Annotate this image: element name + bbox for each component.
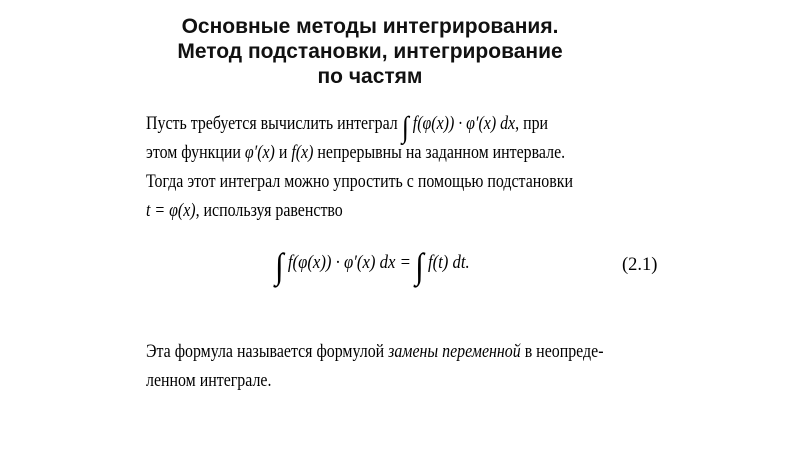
paragraph-substitution-intro: [146, 110, 610, 226]
integral-sign: ∫: [415, 246, 424, 286]
text-line: [146, 139, 610, 168]
formula-rhs: f(t) dt.: [427, 252, 470, 273]
text-fragment: Пусть требуется вычислить интеграл: [146, 114, 398, 134]
display-formula: [275, 245, 470, 286]
text-fragment: и: [278, 143, 288, 163]
paragraph-formula-name: [146, 338, 610, 396]
text-fragment: ленном интеграле.: [146, 371, 272, 391]
text-line: [146, 338, 610, 367]
text-fragment: Тогда этот интеграл можно упростить с помощью подстановки: [146, 172, 574, 192]
slide-title: [100, 14, 640, 89]
math-expression: f(φ(x)) · φ′(x) dx: [412, 114, 516, 134]
formula-lhs: f(φ(x)) · φ′(x) dx =: [287, 252, 411, 273]
text-line: [146, 197, 610, 226]
text-fragment: , используя равенство: [195, 201, 343, 221]
title-line-3: по частям: [317, 65, 423, 88]
text-fragment: , при: [515, 114, 549, 134]
math-expression: f(x): [291, 143, 314, 163]
text-fragment: этом функции: [146, 143, 241, 163]
text-fragment: Эта формула называется формулой: [146, 342, 385, 362]
text-line: [146, 168, 610, 197]
title-line-1: Основные методы интегрирования.: [181, 15, 559, 38]
text-fragment: непрерывны на заданном интервале.: [317, 143, 566, 163]
text-line: [146, 110, 610, 144]
title-line-2: Метод подстановки, интегрирование: [177, 40, 563, 63]
math-expression: t = φ(x): [146, 201, 196, 221]
equation-number: (2.1): [622, 255, 658, 275]
integral-sign: ∫: [275, 246, 284, 286]
emphasized-term: замены переменной: [388, 342, 521, 362]
math-expression: φ′(x): [244, 143, 275, 163]
text-line: [146, 367, 610, 396]
integral-sign: ∫: [401, 111, 409, 144]
text-fragment: в неопреде-: [524, 342, 604, 362]
